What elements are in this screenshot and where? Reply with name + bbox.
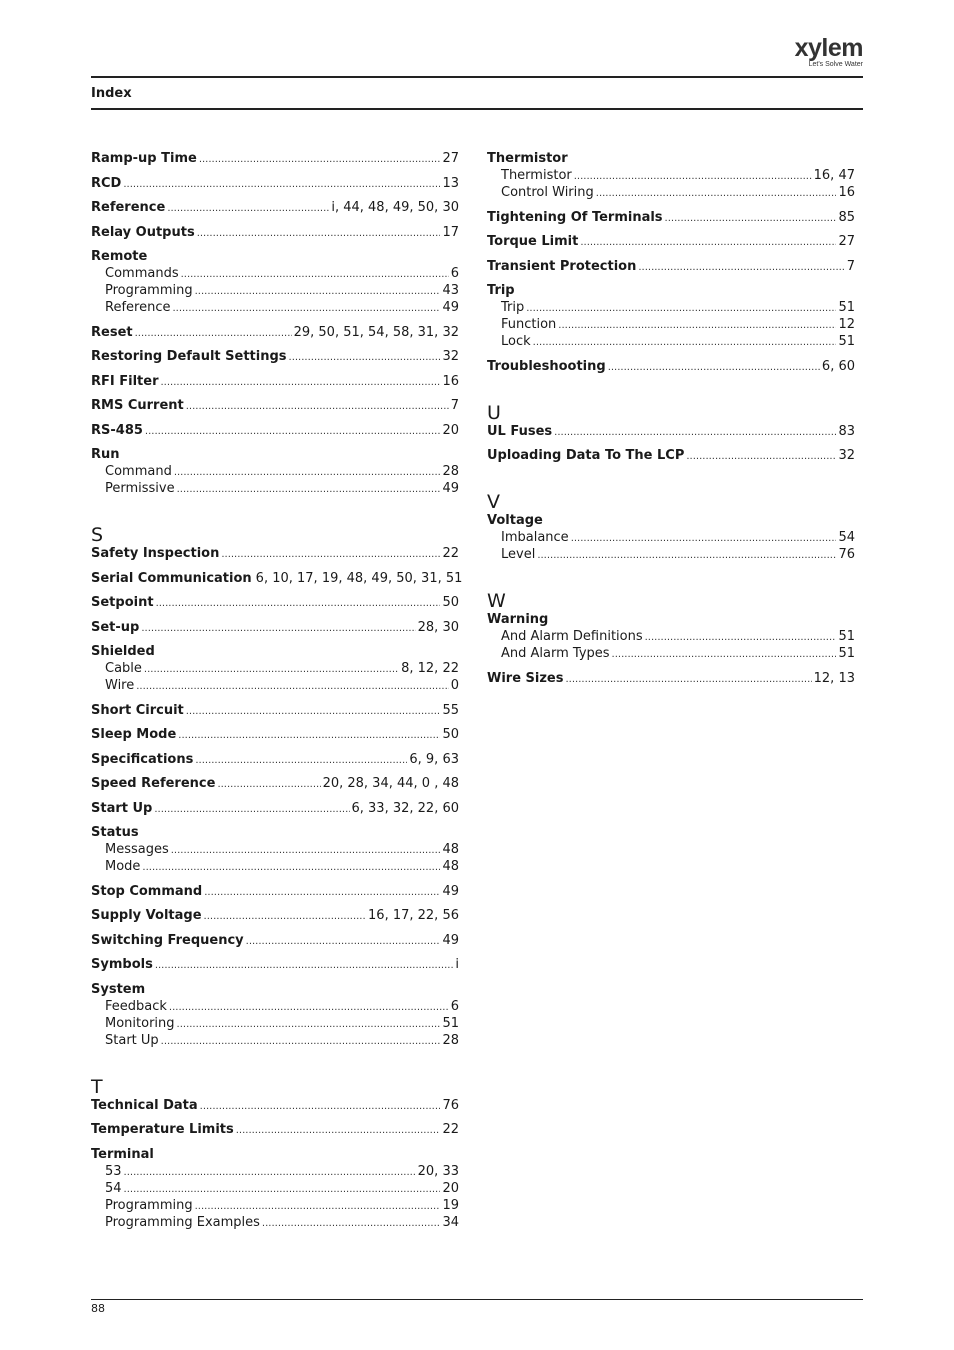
index-entry (91, 643, 459, 694)
index-subentry (91, 677, 459, 694)
index-subentry (91, 841, 459, 858)
dot-leader (136, 677, 448, 695)
index-term: Speed Reference (91, 776, 216, 791)
page-references: 32 (442, 349, 459, 364)
index-term: Supply Voltage (91, 908, 202, 923)
page-references: 49 (442, 481, 459, 496)
page-references: 6 (450, 266, 459, 281)
index-entry (91, 907, 459, 924)
index-term: Serial Communication (91, 570, 252, 586)
dot-leader (204, 883, 440, 901)
dot-leader (665, 209, 837, 227)
index-term: Torque Limit (487, 234, 579, 249)
index-entry-line (91, 1097, 459, 1114)
index-term: Specifications (91, 751, 194, 767)
index-term: Setpoint (91, 595, 154, 610)
index-entry (487, 611, 855, 662)
index-entry (487, 447, 855, 464)
dot-leader (172, 299, 440, 317)
dot-leader (289, 348, 441, 366)
index-entry-line (91, 199, 459, 216)
index-term: RS-485 (91, 422, 143, 438)
page-references: 16, 47 (813, 168, 855, 183)
dot-leader (612, 645, 837, 663)
dot-leader (526, 299, 836, 317)
index-subentry (91, 1032, 459, 1049)
index-entry (91, 348, 459, 365)
index-entry-line (91, 397, 459, 414)
page-references: 43 (442, 283, 459, 298)
dot-leader (686, 447, 836, 465)
index-entry-line (91, 422, 459, 439)
dot-leader (123, 175, 440, 193)
page-references: 49 (442, 300, 459, 315)
index-entry (91, 545, 459, 562)
index-term: Cable (105, 661, 142, 676)
index-subentry (487, 299, 855, 316)
index-term: Thermistor (501, 168, 572, 183)
dot-leader (186, 702, 441, 720)
dot-leader (174, 463, 441, 481)
dot-leader (533, 333, 837, 351)
index-term: Trip (487, 283, 515, 298)
index-term: Imbalance (501, 530, 569, 545)
index-entry-line (91, 150, 459, 167)
index-term: Symbols (91, 957, 153, 972)
index-subentry (487, 529, 855, 546)
page-references: 50 (442, 595, 459, 610)
index-entry (487, 150, 855, 201)
index-subentry (91, 299, 459, 316)
index-entry (91, 981, 459, 1049)
index-subentry (91, 660, 459, 677)
index-term: And Alarm Types (501, 646, 610, 661)
index-term: Reference (91, 200, 166, 215)
dot-leader (142, 858, 440, 876)
index-term: Short Circuit (91, 702, 184, 718)
index-entry-line (91, 545, 459, 562)
index-entry (91, 1121, 459, 1138)
index-term: Lock (501, 334, 531, 349)
dot-leader (145, 422, 441, 440)
index-entry (91, 570, 463, 587)
index-term: Status (91, 825, 139, 840)
index-entry-line (91, 751, 459, 768)
index-term: Set-up (91, 619, 140, 635)
page-references: 76 (838, 547, 855, 562)
dot-leader (217, 775, 320, 793)
index-entry (91, 373, 459, 390)
index-term: Mode (105, 859, 141, 874)
index-entry (91, 775, 459, 792)
index-term: Relay Outputs (91, 224, 195, 240)
index-term: Shielded (91, 644, 155, 659)
index-term: Commands (105, 266, 179, 281)
dot-leader (186, 397, 449, 415)
index-term: Troubleshooting (487, 358, 606, 374)
page-references: 29, 50, 51, 54, 58, 31, 32 (293, 324, 459, 340)
page-number: 88 (91, 1302, 105, 1315)
index-entry-line (91, 956, 459, 973)
index-entry-line (487, 423, 855, 440)
index-entry-line (91, 619, 459, 636)
index-entry (91, 956, 459, 973)
page-references: 48 (442, 842, 459, 857)
letter-heading: V (487, 491, 500, 513)
index-entry (487, 209, 855, 226)
dot-leader (161, 373, 441, 391)
index-entry-line (487, 670, 855, 687)
index-term: Command (105, 464, 172, 479)
page-references: 51 (838, 629, 855, 644)
index-term: 53 (105, 1163, 122, 1179)
index-term: Thermistor (487, 151, 568, 166)
page-references: 19 (442, 1197, 459, 1213)
index-subentry (91, 265, 459, 282)
dot-leader (141, 619, 415, 637)
dot-leader (537, 546, 836, 564)
index-term: Uploading Data To The LCP (487, 448, 685, 463)
index-entry-line (91, 1121, 459, 1138)
index-entry (91, 1097, 459, 1114)
dot-leader (580, 233, 836, 251)
index-term: Switching Frequency (91, 932, 244, 948)
page-references: 17 (442, 224, 459, 240)
brand-wordmark: xylem (794, 34, 863, 62)
header-rule-top (91, 76, 863, 78)
page-references: 7 (846, 258, 855, 274)
dot-leader (124, 1180, 441, 1198)
page-references: 49 (442, 932, 459, 948)
index-entry-line (91, 594, 459, 611)
page-references: 51 (838, 300, 855, 315)
index-subentry (487, 333, 855, 350)
index-entry (91, 175, 459, 192)
index-term: Ramp-up Time (91, 151, 197, 166)
dot-leader (558, 316, 836, 334)
page-references: 20, 28, 34, 44, 0 , 48 (322, 776, 459, 791)
index-entry (487, 233, 855, 250)
dot-leader (195, 1197, 441, 1215)
index-entry-line (91, 932, 459, 949)
page-references: i, 44, 48, 49, 50, 30 (331, 200, 459, 215)
page-references: 16 (838, 185, 855, 200)
letter-heading: U (487, 401, 501, 424)
index-term: Restoring Default Settings (91, 349, 287, 364)
index-term: Wire (105, 678, 135, 693)
index-entry-line (91, 726, 459, 743)
dot-leader (178, 726, 440, 744)
page-references: 51 (442, 1015, 459, 1031)
page-references: 6, 33, 32, 22, 60 (351, 800, 459, 816)
dot-leader (262, 1214, 441, 1232)
page-references: 27 (838, 234, 855, 249)
index-entry (91, 324, 459, 341)
index-term: Start Up (91, 800, 153, 816)
index-term: Safety Inspection (91, 546, 220, 561)
index-entry (487, 258, 855, 275)
page-references: 16, 17, 22, 56 (368, 908, 459, 923)
page-references: 6 (450, 998, 459, 1014)
index-term: Function (501, 317, 557, 332)
page-references: 51 (838, 646, 855, 661)
dot-leader (204, 907, 366, 925)
index-entry (91, 702, 459, 719)
index-term: Warning (487, 612, 549, 627)
index-entry (91, 800, 459, 817)
index-entry-line (91, 175, 459, 192)
index-subentry (487, 184, 855, 201)
dot-leader (169, 998, 449, 1016)
dot-leader (181, 265, 449, 283)
page-references: 83 (838, 423, 855, 439)
dot-leader (236, 1121, 441, 1139)
index-term: RFI Filter (91, 373, 159, 389)
section-title: Index (91, 86, 132, 101)
index-subentry (487, 546, 855, 563)
page-references: 32 (838, 448, 855, 463)
dot-leader (144, 660, 399, 678)
page-references: 54 (838, 530, 855, 545)
page-references: 49 (442, 883, 459, 899)
page-references: 27 (442, 151, 459, 166)
index-term: Technical Data (91, 1097, 198, 1113)
index-entry-line (91, 907, 459, 924)
dot-leader (554, 423, 836, 441)
index-entry (91, 751, 459, 768)
index-subentry (487, 628, 855, 645)
dot-leader (571, 529, 837, 547)
index-term: And Alarm Definitions (501, 629, 643, 644)
dot-leader (221, 545, 440, 563)
index-entry-line (91, 224, 459, 241)
index-term: Permissive (105, 481, 175, 496)
dot-leader (124, 1163, 416, 1181)
page-references: 20 (442, 1180, 459, 1196)
page-references: 20 (442, 422, 459, 438)
index-term: Monitoring (105, 1015, 175, 1031)
dot-leader (195, 282, 441, 300)
dot-leader (154, 800, 349, 818)
index-term: Control Wiring (501, 185, 594, 200)
dot-leader (566, 670, 812, 688)
index-term: Trip (501, 300, 525, 315)
index-entry (487, 670, 855, 687)
dot-leader (167, 199, 329, 217)
page-references: 6, 9, 63 (409, 751, 459, 767)
index-entry-line (487, 358, 855, 375)
index-entry-line (91, 570, 463, 587)
index-entry (91, 199, 459, 216)
page-references: 6, 60 (821, 358, 855, 374)
page-references: 13 (442, 175, 459, 191)
index-term: Start Up (105, 1032, 159, 1048)
index-entry (91, 248, 459, 316)
page-references: 0 (450, 678, 459, 693)
index-entry-line (91, 800, 459, 817)
index-subentry (91, 858, 459, 875)
index-subentry (91, 1214, 459, 1231)
index-subentry (91, 463, 459, 480)
index-entry (487, 282, 855, 350)
index-entry-line (91, 775, 459, 792)
index-subentry (91, 480, 459, 497)
index-entry-line (487, 447, 855, 464)
page-references: 28 (442, 1032, 459, 1048)
dot-leader (246, 932, 441, 950)
index-term: RCD (91, 175, 122, 191)
dot-leader (596, 184, 837, 202)
dot-leader (177, 1015, 441, 1033)
index-entry-line (487, 233, 855, 250)
page-references: 12 (838, 317, 855, 332)
page-references: 50 (442, 727, 459, 742)
page-references: 85 (838, 209, 855, 225)
index-term: Tightening Of Terminals (487, 209, 663, 225)
page-references: 28 (442, 464, 459, 479)
index-term: Voltage (487, 513, 543, 528)
index-term: UL Fuses (487, 423, 553, 439)
page-references: 22 (442, 1122, 459, 1137)
index-term: 54 (105, 1180, 122, 1196)
index-column-right (487, 150, 855, 694)
index-term: Terminal (91, 1146, 154, 1162)
brand-tagline: Let's Solve Water (808, 61, 863, 68)
index-subentry (91, 1180, 459, 1197)
index-term: Reset (91, 324, 133, 340)
dot-leader (574, 167, 812, 185)
index-subentry (91, 1163, 459, 1180)
page-references: 28, 30 (417, 619, 459, 635)
index-entry (91, 150, 459, 167)
index-subentry (91, 998, 459, 1015)
page-references: 12, 13 (813, 670, 855, 686)
index-term: Level (501, 547, 536, 562)
page-references: 22 (442, 546, 459, 561)
page-references: i (455, 957, 459, 972)
page-references: 51 (838, 334, 855, 349)
letter-heading: W (487, 590, 506, 612)
dot-leader (197, 224, 441, 242)
brand-logo (795, 36, 863, 69)
index-entry-line (91, 702, 459, 719)
index-entry (91, 224, 459, 241)
page-references: 16 (442, 373, 459, 389)
index-entry (487, 423, 855, 440)
index-term: System (91, 981, 146, 997)
page-references: 8, 12, 22 (401, 661, 459, 676)
letter-heading: T (91, 1075, 103, 1098)
index-entry (91, 1146, 459, 1231)
index-term: Programming (105, 1197, 193, 1213)
index-entry (487, 358, 855, 375)
index-term: Messages (105, 842, 169, 857)
index-entry (91, 446, 459, 497)
index-entry (91, 824, 459, 875)
index-subentry (487, 316, 855, 333)
dot-leader (638, 258, 844, 276)
index-term: RMS Current (91, 398, 184, 413)
header-rule-bottom (91, 108, 863, 110)
index-entry-line (487, 258, 855, 275)
index-term: Reference (105, 300, 171, 315)
index-entry (91, 594, 459, 611)
index-subentry (91, 282, 459, 299)
page-references: 76 (442, 1097, 459, 1113)
dot-leader (608, 358, 820, 376)
index-term: Temperature Limits (91, 1122, 234, 1137)
index-entry (91, 932, 459, 949)
index-entry (91, 726, 459, 743)
index-term: Wire Sizes (487, 670, 564, 686)
page-references: 20, 33 (417, 1163, 459, 1179)
index-entry (91, 422, 459, 439)
index-entry-line (91, 348, 459, 365)
index-subentry (487, 645, 855, 662)
dot-leader (161, 1032, 441, 1050)
index-subentry (487, 167, 855, 184)
dot-leader (135, 324, 292, 342)
dot-leader (645, 628, 837, 646)
dot-leader (177, 480, 441, 498)
index-term: Remote (91, 249, 148, 264)
index-term: Run (91, 447, 120, 462)
index-term: Transient Protection (487, 258, 637, 274)
page-references: 7 (450, 398, 459, 413)
index-entry (487, 512, 855, 563)
footer-rule (91, 1299, 863, 1300)
dot-leader (195, 751, 407, 769)
index-term: Stop Command (91, 883, 203, 899)
index-entry-line (91, 373, 459, 390)
index-entry-line (91, 324, 459, 341)
index-entry-line (91, 883, 459, 900)
page-references: 6, 10, 17, 19, 48, 49, 50, 31, 51 (255, 570, 463, 586)
index-column-left (91, 150, 463, 1238)
dot-leader (155, 956, 454, 974)
index-term: Sleep Mode (91, 727, 177, 742)
index-entry (91, 397, 459, 414)
index-term: Programming (105, 283, 193, 298)
letter-heading: S (91, 524, 104, 546)
page-references: 55 (442, 702, 459, 718)
index-entry (91, 619, 459, 636)
index-term: Feedback (105, 998, 167, 1014)
dot-leader (200, 1097, 441, 1115)
page-references: 48 (442, 859, 459, 874)
index-term: Programming Examples (105, 1214, 260, 1230)
page-references: 34 (442, 1214, 459, 1230)
index-entry-line (487, 209, 855, 226)
index-entry (91, 883, 459, 900)
dot-leader (156, 594, 441, 612)
dot-leader (171, 841, 441, 859)
index-subentry (91, 1197, 459, 1214)
index-subentry (91, 1015, 459, 1032)
dot-leader (199, 150, 441, 168)
